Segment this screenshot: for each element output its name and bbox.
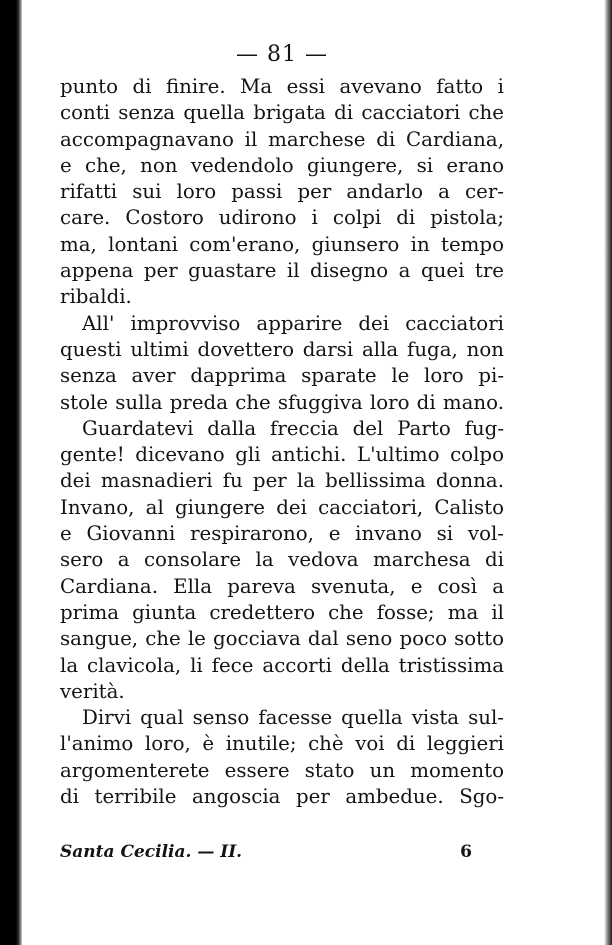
text-line: conti senza quella brigata di cacciatori che <box>60 101 504 125</box>
signature-number: 6 <box>460 842 472 862</box>
text-line: sero a consolare la vedova marchesa di <box>60 548 504 572</box>
text-line: Invano, al giungere dei cacciatori, Calisto <box>60 495 504 519</box>
text-line: prima giunta credettero che fosse; ma il <box>60 600 504 624</box>
text-line: punto di finire. Ma essi avevano fatto i <box>60 75 504 98</box>
text-line: sangue, che le gocciava dal seno poco sotto <box>60 627 504 651</box>
page-number: — 81 — <box>236 42 328 67</box>
scan-left-edge <box>0 0 22 945</box>
text-line: All' improvviso apparire dei cacciatori <box>82 311 504 335</box>
text-line: e Giovanni respirarono, e invano si vol- <box>60 522 504 546</box>
text-line: stole sulla preda che sfuggiva loro di mano. <box>60 390 504 414</box>
text-line: e che, non vedendolo giungere, si erano <box>60 153 504 177</box>
text-line: questi ultimi dovettero darsi alla fuga, non <box>60 337 504 361</box>
text-line: appena per guastare il disegno a quei tre <box>60 259 504 283</box>
text-line: care. Costoro udirono i colpi di pistola; <box>60 206 504 230</box>
text-line: senza aver dapprima sparate le loro pi- <box>60 364 504 388</box>
text-line: Cardiana. Ella pareva svenuta, e così a <box>60 574 504 598</box>
text-line: argomenterete essere stato un momento <box>60 758 504 782</box>
text-line: dei masnadieri fu per la bellissima donna. <box>60 469 504 493</box>
text-line: la clavicola, li fece accorti della tristissima <box>60 653 504 677</box>
body-text <box>60 74 504 810</box>
signature-title: Santa Cecilia. — II. <box>60 842 243 862</box>
book-page <box>60 40 504 810</box>
text-line: ma, lontani com'erano, giunsero in tempo <box>60 232 504 256</box>
scan-right-edge <box>604 0 612 945</box>
text-line: Dirvi qual senso facesse quella vista sul- <box>82 706 504 730</box>
text-line: gente! dicevano gli antichi. L'ultimo colpo <box>60 443 504 467</box>
text-line: ribaldi. <box>60 285 132 309</box>
text-line: di terribile angoscia per ambedue. Sgo- <box>60 785 504 809</box>
text-line: rifatti sui loro passi per andarlo a cer- <box>60 180 504 204</box>
page-footer <box>60 842 472 862</box>
text-line: l'animo loro, è inutile; chè voi di leggieri <box>60 732 504 756</box>
text-line: verità. <box>60 679 125 703</box>
text-line: Guardatevi dalla freccia del Parto fug- <box>82 416 504 440</box>
text-line: accompagnavano il marchese di Cardiana, <box>60 127 504 151</box>
